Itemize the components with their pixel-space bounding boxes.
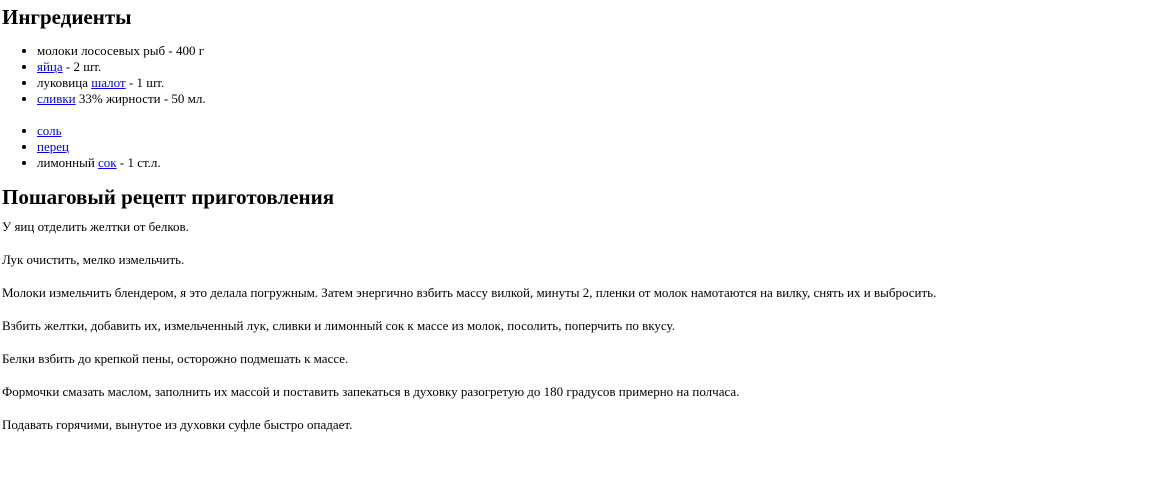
ingredient-link-shallot[interactable]: шалот <box>91 75 126 90</box>
ingredient-text: лимонный <box>37 155 99 170</box>
recipe-step: Белки взбить до крепкой пены, осторожно подмешать к массе. <box>2 351 349 366</box>
recipe-step: Формочки смазать маслом, заполнить их массой и поставить запекаться в духовку разогретую до 180 градусов примерно на полчаса. <box>2 384 740 399</box>
ingredient-item-eggs <box>37 59 1153 75</box>
ingredient-item-salt <box>37 123 1153 139</box>
ingredient-item-pepper <box>37 139 1153 155</box>
ingredients-heading: Ингредиенты <box>2 5 132 29</box>
ingredient-text: луковица <box>37 75 92 90</box>
ingredient-text: - 1 шт. <box>125 75 165 90</box>
recipe-steps <box>2 219 1153 433</box>
ingredient-text: 33% жирности - 50 мл. <box>75 91 206 106</box>
ingredient-link-cream[interactable]: сливки <box>37 91 76 106</box>
ingredient-item-salmon-milt <box>37 43 1153 59</box>
ingredients-list-seasoning <box>2 123 1153 171</box>
ingredient-item-shallot <box>37 75 1153 91</box>
recipe-step: Взбить желтки, добавить их, измельченный лук, сливки и лимонный сок к массе из молок, посолить, поперчить по вкусу. <box>2 318 675 333</box>
ingredients-list-main <box>2 43 1153 107</box>
ingredient-link-pepper[interactable]: перец <box>37 139 69 154</box>
ingredient-text: молоки лососевых рыб - 400 г <box>37 43 205 58</box>
ingredient-link-juice[interactable]: сок <box>98 155 117 170</box>
ingredient-link-eggs[interactable]: яйца <box>37 59 63 74</box>
ingredient-text: - 1 ст.л. <box>116 155 161 170</box>
ingredient-text: - 2 шт. <box>62 59 102 74</box>
ingredient-link-salt[interactable]: соль <box>37 123 62 138</box>
ingredient-item-cream <box>37 91 1153 107</box>
ingredient-item-lemon-juice <box>37 155 1153 171</box>
recipe-step: У яиц отделить желтки от белков. <box>2 219 189 234</box>
recipe-step: Лук очистить, мелко измельчить. <box>2 252 185 267</box>
recipe-step: Молоки измельчить блендером, я это делала погружным. Затем энергично взбить массу вилкой, минуты 2, пленки от молок намотаются на вилку, снять их и выбросить. <box>2 285 937 300</box>
recipe-steps-heading: Пошаговый рецепт приготовления <box>2 185 335 209</box>
recipe-step: Подавать горячими, вынутое из духовки суфле быстро опадает. <box>2 417 353 432</box>
